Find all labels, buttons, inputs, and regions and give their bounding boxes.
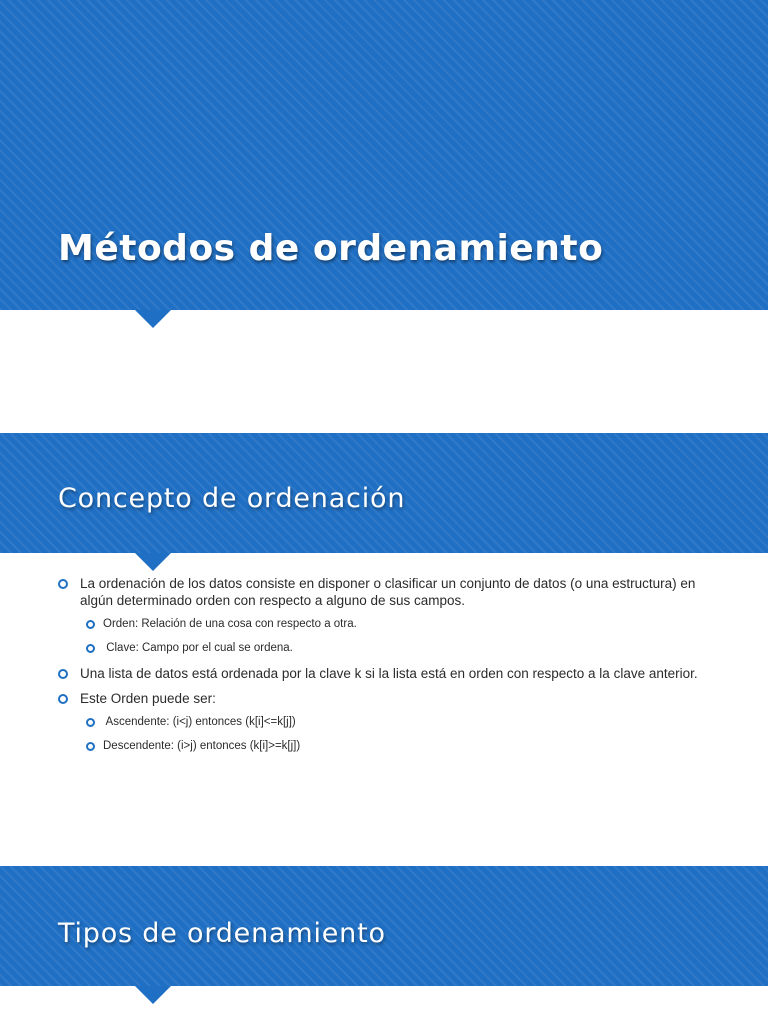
title-band [0,0,768,310]
slide-title: Tipos de ordenamiento [58,918,386,949]
bullet-text: Clave: Campo por el cual se ordena. [103,642,293,654]
bullet-text: La ordenación de los datos consiste en disponer o clasificar un conjunto de datos (o una estructura) en algún determinado orden con respecto a alguno de sus campos. [80,576,696,608]
slide-concepto [0,433,768,851]
bullet-item [0,575,768,609]
slide-content [0,575,768,763]
bullet-text: Una lista de datos está ordenada por la clave k si la lista está en orden con respecto a la clave anterior. [80,666,698,681]
sub-bullet-item [0,641,768,656]
slide-metodos [0,0,768,418]
slide-tipos [0,866,768,1024]
slide-title: Métodos de ordenamiento [58,228,604,269]
sub-bullet-item [0,715,768,730]
bullet-item [0,690,768,707]
bullet-ring-icon [86,620,95,629]
slide-title: Concepto de ordenación [58,483,406,514]
bullet-text: Descendente: (i>j) entonces (k[i]>=k[j]) [103,740,301,752]
bullet-ring-icon [58,694,68,704]
bullet-item [0,665,768,682]
sub-bullet-item [0,617,768,632]
bullet-ring-icon [86,742,95,751]
sub-bullet-item [0,739,768,754]
bullet-text: Orden: Relación de una cosa con respecto a otra. [103,618,357,630]
bullet-text: Este Orden puede ser: [80,691,216,706]
bullet-ring-icon [86,718,95,727]
bullet-ring-icon [58,669,68,679]
bullet-ring-icon [58,579,68,589]
bullet-ring-icon [86,644,95,653]
title-band [0,866,768,986]
bullet-text: Ascendente: (i<j) entonces (k[i]<=k[j]) [103,716,296,728]
title-band [0,433,768,553]
